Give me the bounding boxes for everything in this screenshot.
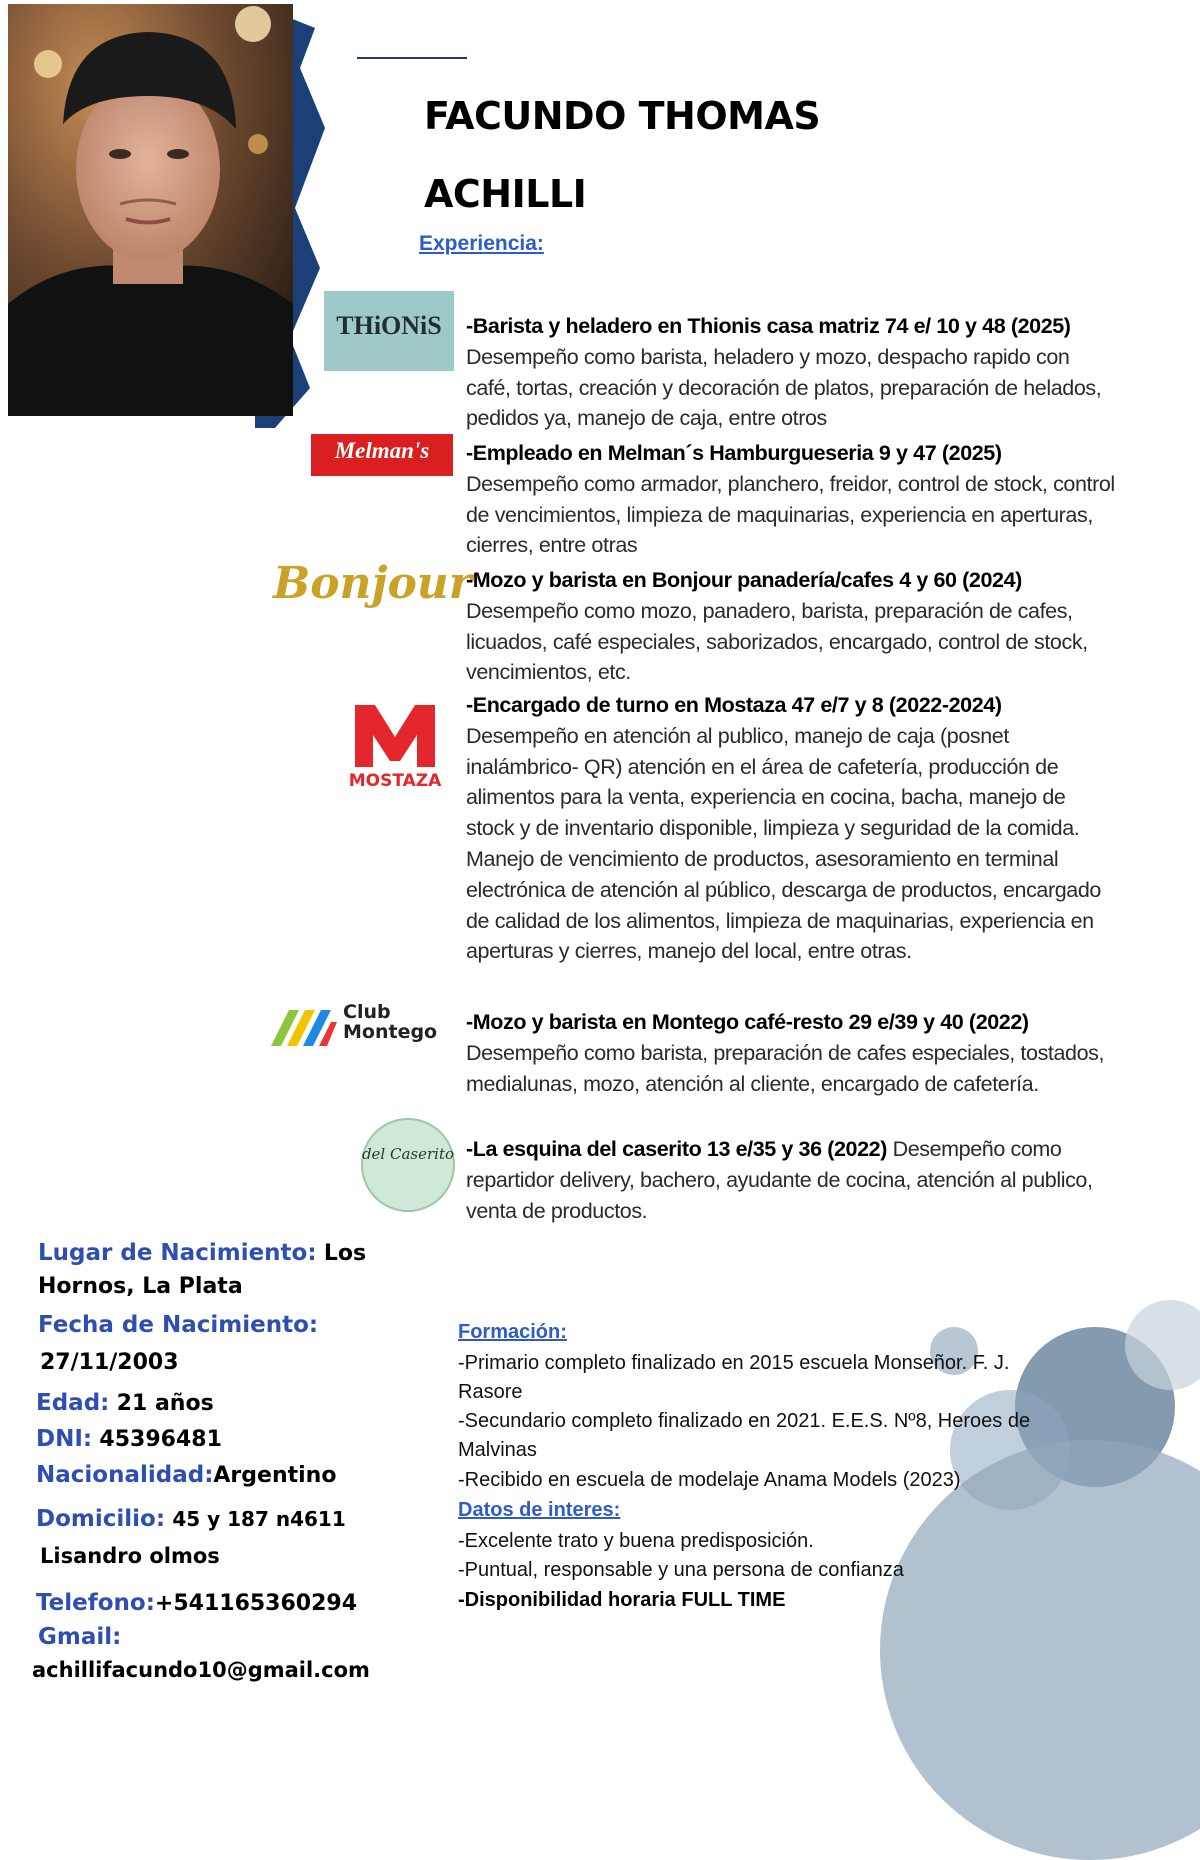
age-value: 21 años bbox=[116, 1391, 214, 1416]
job-description: Desempeño como barista, preparación de cafes especiales, tostados, medialunas, mozo, atención al cliente, encargado de cafetería. bbox=[466, 1040, 1105, 1096]
address-value-a: 45 y 187 n4611 bbox=[172, 1507, 346, 1531]
job-entry-montego bbox=[466, 1007, 1116, 1099]
job-description: Desempeño como armador, planchero, freidor, control de stock, control de vencimientos, limpieza de maquinarias, experiencia en aperturas, cierres, entre otras bbox=[466, 471, 1115, 558]
thionis-logo-text: THiONiS bbox=[336, 311, 442, 340]
nationality-label: Nacionalidad: bbox=[36, 1462, 214, 1488]
job-description: Desempeño como barista, heladero y mozo, despacho rapido con café, tortas, creación y decoración de platos, preparación de helados, pedidos ya, manejo de caja, entre otros bbox=[466, 344, 1102, 431]
interest-line: -Disponibilidad horaria FULL TIME bbox=[458, 1589, 786, 1611]
name-line-2: ACHILLI bbox=[424, 172, 587, 216]
experience-heading: Experiencia: bbox=[419, 232, 544, 255]
job-entry-caserito bbox=[466, 1134, 1116, 1226]
birthplace-row bbox=[38, 1240, 366, 1266]
address-row bbox=[36, 1506, 346, 1532]
dni-value: 45396481 bbox=[99, 1427, 222, 1452]
dni-label: DNI: bbox=[36, 1426, 93, 1452]
job-entry-bonjour bbox=[466, 565, 1116, 688]
dni-row bbox=[36, 1426, 222, 1452]
email-value: achillifacundo10@gmail.com bbox=[32, 1658, 370, 1682]
birthplace-value-a: Los bbox=[323, 1241, 367, 1266]
education-line: -Secundario completo finalizado en 2021. E.E.S. Nº8, Heroes de bbox=[458, 1410, 1031, 1432]
interest-line: -Puntual, responsable y una persona de confianza bbox=[458, 1559, 904, 1581]
age-label: Edad: bbox=[36, 1390, 110, 1416]
thionis-logo bbox=[324, 291, 454, 371]
job-title: -La esquina del caserito 13 e/35 y 36 (2022) bbox=[466, 1137, 887, 1161]
mostaza-logo-text: MOSTAZA bbox=[348, 771, 442, 791]
age-row bbox=[36, 1390, 214, 1416]
job-title: -Mozo y barista en Montego café-resto 29 e/39 y 40 (2022) bbox=[466, 1010, 1029, 1034]
melmans-logo bbox=[311, 434, 453, 476]
phone-value: +541165360294 bbox=[154, 1591, 358, 1616]
interest-line: -Excelente trato y buena predisposición. bbox=[458, 1530, 814, 1552]
interests-heading: Datos de interes: bbox=[458, 1499, 621, 1521]
name-line-1: FACUNDO THOMAS bbox=[424, 94, 821, 138]
bonjour-logo bbox=[273, 556, 472, 620]
melmans-logo-text: Melman's bbox=[334, 438, 430, 463]
nationality-value: Argentino bbox=[213, 1463, 337, 1488]
montego-logo bbox=[269, 1002, 457, 1054]
email-label: Gmail: bbox=[38, 1624, 122, 1650]
job-entry-thionis bbox=[466, 311, 1116, 434]
phone-row bbox=[36, 1590, 357, 1616]
header-rule bbox=[357, 57, 467, 59]
mostaza-logo bbox=[340, 697, 450, 793]
bonjour-logo-text: Bonjour bbox=[273, 558, 472, 609]
job-description: Desempeño como mozo, panadero, barista, preparación de cafes, licuados, café especiales, saborizados, encargado, control de stock, vencimientos, etc. bbox=[466, 598, 1088, 685]
job-description: Desempeño como repartidor delivery, bachero, ayudante de cocina, atención al publico, venta de productos. bbox=[466, 1137, 1093, 1223]
job-entry-melmans bbox=[466, 438, 1116, 561]
phone-label: Telefono: bbox=[36, 1590, 155, 1616]
address-value-b: Lisandro olmos bbox=[40, 1544, 220, 1568]
birthplace-value-b: Hornos, La Plata bbox=[38, 1274, 243, 1299]
education-line: -Primario completo finalizado en 2015 escuela Monseñor. F. J. bbox=[458, 1352, 1010, 1374]
bubble-decoration bbox=[880, 1440, 1200, 1860]
montego-logo-text: Club Montego bbox=[343, 1001, 438, 1043]
education-line: -Recibido en escuela de modelaje Anama Models (2023) bbox=[458, 1469, 961, 1491]
address-label: Domicilio: bbox=[36, 1506, 166, 1532]
job-title: -Empleado en Melman´s Hamburgueseria 9 y 47 (2025) bbox=[466, 441, 1002, 465]
job-description: Desempeño en atención al publico, manejo de caja (posnet inalámbrico- QR) atención en el área de cafetería, producción de alimentos para la venta, experiencia en cocina, bacha, manejo de stock y de inventario disponible, limpieza y seguridad de la comida. Manejo de vencimiento de productos, asesoramiento en terminal electrónica de atención al público, descarga de productos, encargado de calidad de los alimentos, limpieza de maquinarias, experiencia en aperturas y cierres, manejo del local, entre otras. bbox=[466, 723, 1101, 964]
birthdate-value: 27/11/2003 bbox=[40, 1350, 179, 1375]
birthplace-label: Lugar de Nacimiento: bbox=[38, 1240, 317, 1266]
profile-photo bbox=[8, 4, 293, 416]
job-entry-mostaza bbox=[466, 690, 1116, 967]
nationality-row bbox=[36, 1462, 336, 1488]
caserito-logo bbox=[361, 1118, 455, 1212]
education-line: Rasore bbox=[458, 1381, 523, 1403]
job-title: -Barista y heladero en Thionis casa matriz 74 e/ 10 y 48 (2025) bbox=[466, 314, 1071, 338]
job-title: -Mozo y barista en Bonjour panadería/cafes 4 y 60 (2024) bbox=[466, 568, 1022, 592]
education-line: Malvinas bbox=[458, 1439, 537, 1461]
education-heading: Formación: bbox=[458, 1321, 567, 1343]
job-title: -Encargado de turno en Mostaza 47 e/7 y 8 (2022-2024) bbox=[466, 693, 1002, 717]
birthdate-label: Fecha de Nacimiento: bbox=[38, 1312, 319, 1338]
caserito-logo-text: del Caserito bbox=[361, 1145, 455, 1163]
